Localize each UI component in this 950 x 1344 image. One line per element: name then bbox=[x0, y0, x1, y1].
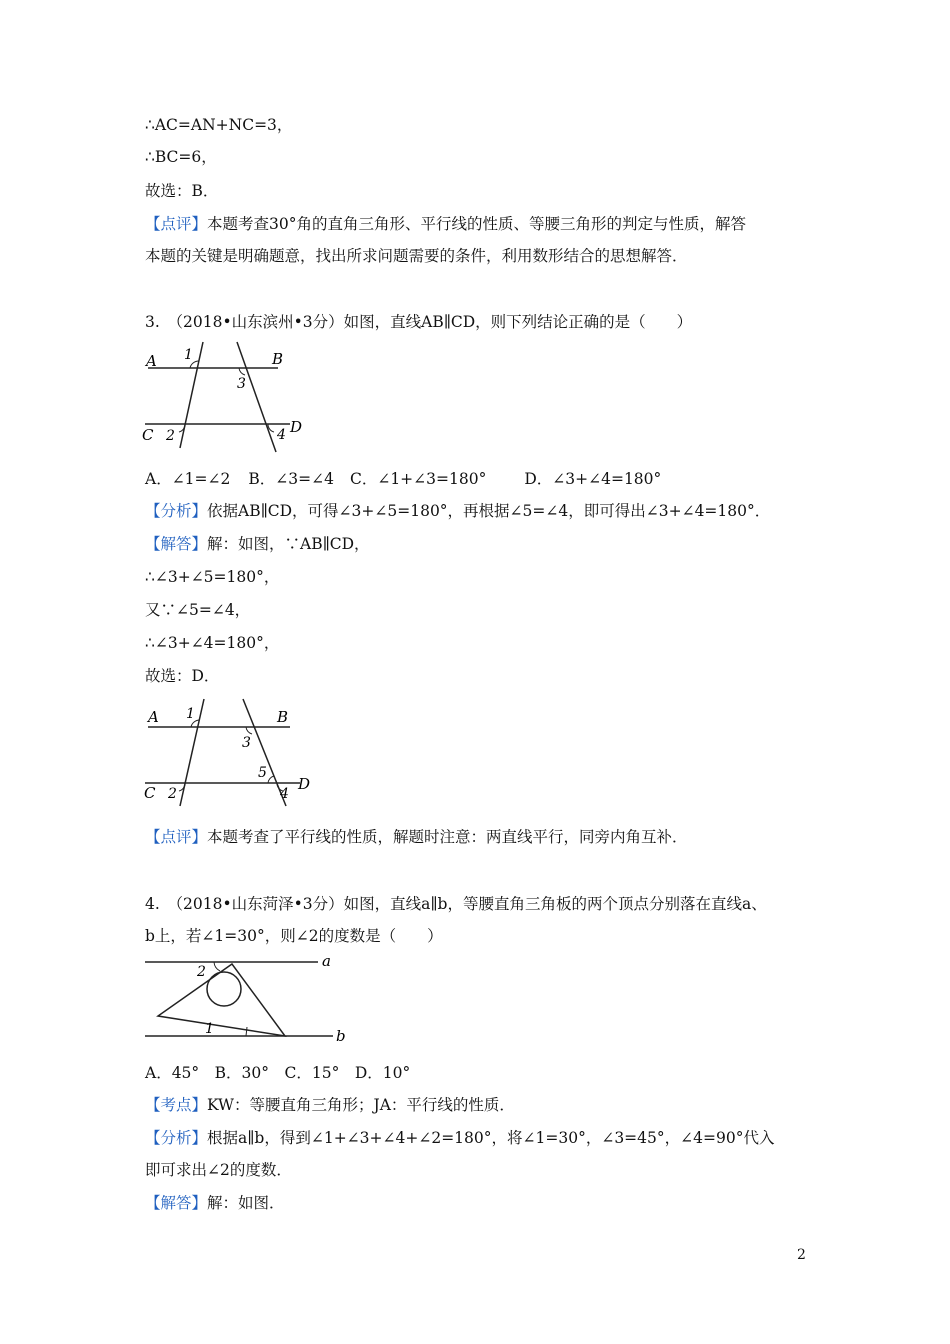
angle-4: 4 bbox=[280, 786, 289, 802]
figure-parallel-lines-1 bbox=[140, 340, 320, 455]
answer-text: 解：如图． bbox=[207, 1194, 285, 1212]
question-4-options: A．45° B．30° C．15° D．10° bbox=[145, 1064, 411, 1082]
label-b: b bbox=[336, 1027, 346, 1045]
text-line: ∴BC=6， bbox=[145, 148, 217, 166]
angle-1: 1 bbox=[186, 706, 195, 722]
text-line: 即可求出∠2的度数． bbox=[145, 1161, 292, 1179]
angle-3: 3 bbox=[242, 735, 251, 751]
comment-text: 本题考查30°角的直角三角形、平行线的性质、等腰三角形的判定与性质，解答 bbox=[207, 215, 746, 233]
angle-3: 3 bbox=[237, 376, 246, 392]
answer-line bbox=[145, 533, 370, 555]
text-line: 又∵∠5=∠4， bbox=[145, 601, 251, 619]
text-line: 故选：D． bbox=[145, 667, 220, 685]
point-tag: 【考点】 bbox=[145, 1096, 208, 1114]
analysis-tag: 【分析】 bbox=[145, 1129, 208, 1147]
option-b: B．∠3=∠4 bbox=[248, 470, 334, 488]
label-D: D bbox=[298, 775, 311, 793]
analysis-line bbox=[145, 1127, 774, 1149]
answer-text: 解：如图，∵AB∥CD， bbox=[207, 535, 370, 553]
label-a: a bbox=[322, 952, 331, 970]
figure-triangle-parallel bbox=[140, 952, 355, 1047]
text-line: ∴AC=AN+NC=3， bbox=[145, 116, 293, 134]
option-c: C．∠1+∠3=180° bbox=[349, 470, 487, 488]
label-B: B bbox=[277, 708, 289, 726]
figure-parallel-lines-2 bbox=[140, 696, 320, 811]
text-line: 故选：B． bbox=[145, 182, 219, 200]
label-A: A bbox=[148, 708, 159, 726]
question-3-title: 3. （2018•山东滨州•3分）如图，直线AB∥CD，则下列结论正确的是（ ） bbox=[145, 313, 693, 331]
question-3-options bbox=[145, 468, 661, 490]
label-A: A bbox=[146, 352, 157, 370]
point-text: KW：等腰直角三角形；JA：平行线的性质． bbox=[207, 1096, 515, 1114]
analysis-tag: 【分析】 bbox=[145, 502, 208, 520]
comment-text: 本题考查了平行线的性质，解题时注意：两直线平行，同旁内角互补． bbox=[207, 828, 688, 846]
answer-line bbox=[145, 1192, 285, 1214]
question-4-title-cont: b上，若∠1=30°，则∠2的度数是（ ） bbox=[145, 927, 443, 945]
label-D: D bbox=[290, 418, 303, 436]
label-C: C bbox=[144, 784, 156, 802]
page-number: 2 bbox=[797, 1247, 806, 1263]
analysis-text: 依据AB∥CD，可得∠3+∠5=180°，再根据∠5=∠4，即可得出∠3+∠4=180°． bbox=[207, 502, 771, 520]
option-d: D．∠3+∠4=180° bbox=[524, 470, 662, 488]
label-C: C bbox=[142, 426, 154, 444]
text-line: ∴∠3+∠4=180°， bbox=[145, 634, 280, 652]
point-line bbox=[145, 1094, 515, 1116]
comment-line bbox=[145, 213, 746, 235]
analysis-line bbox=[145, 500, 770, 522]
text-line: ∴∠3+∠5=180°， bbox=[145, 568, 280, 586]
comment-tag: 【点评】 bbox=[145, 215, 208, 233]
answer-tag: 【解答】 bbox=[145, 1194, 208, 1212]
comment-tag: 【点评】 bbox=[145, 828, 208, 846]
angle-1: 1 bbox=[184, 347, 193, 363]
text-line: 本题的关键是明确题意，找出所求问题需要的条件，利用数形结合的思想解答． bbox=[145, 247, 688, 265]
answer-tag: 【解答】 bbox=[145, 535, 208, 553]
angle-1: 1 bbox=[205, 1021, 214, 1037]
comment-line bbox=[145, 826, 688, 848]
angle-5: 5 bbox=[258, 765, 267, 781]
angle-2: 2 bbox=[166, 428, 175, 444]
option-a: A．∠1=∠2 bbox=[145, 470, 231, 488]
angle-4: 4 bbox=[277, 427, 286, 443]
angle-2: 2 bbox=[168, 786, 177, 802]
question-4-title: 4. （2018•山东菏泽•3分）如图，直线a∥b，等腰直角三角板的两个顶点分别落在直线a、 bbox=[145, 895, 767, 913]
label-B: B bbox=[272, 350, 284, 368]
angle-2: 2 bbox=[197, 964, 206, 980]
analysis-text: 根据a∥b，得到∠1+∠3+∠4+∠2=180°，将∠1=30°，∠3=45°，∠4=90°代入 bbox=[207, 1129, 775, 1147]
